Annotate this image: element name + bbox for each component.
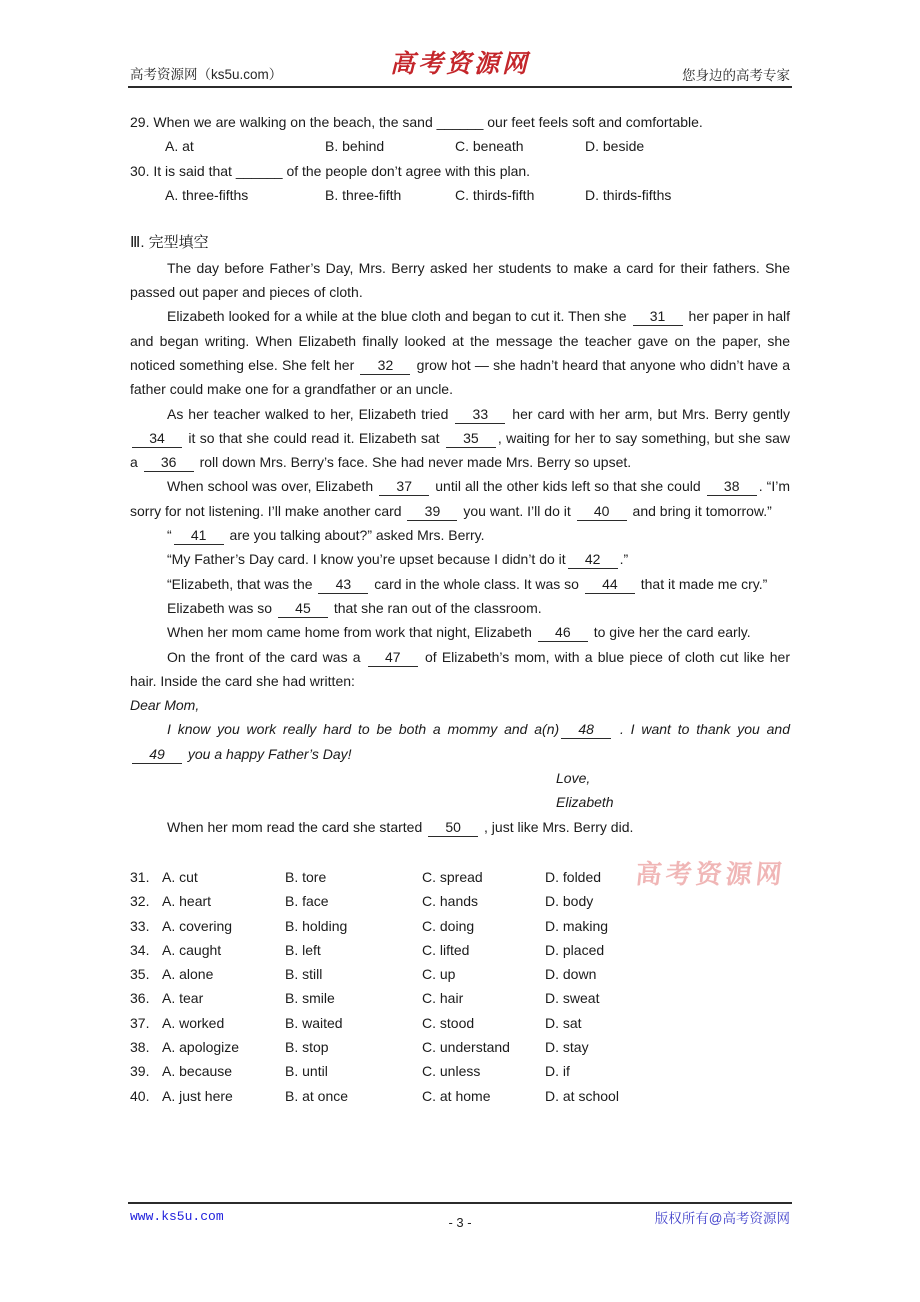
site-logo: 高考资源网 [389,49,530,78]
question-number: 31. [130,868,150,885]
cloze-blank-47: 47 [368,648,418,667]
page-number: - 3 - [448,1215,472,1230]
cloze-options-row [130,1084,790,1108]
question-options-row [130,134,790,158]
cloze-blank-35: 35 [446,429,496,448]
option-label: C. stood [422,1014,475,1031]
cloze-passage [130,256,790,839]
option-label: A. just here [162,1087,233,1104]
option-label: C. doing [422,917,475,934]
cloze-blank-49: 49 [132,745,182,764]
option-label: A. because [162,1063,233,1080]
passage-paragraph: Dear Mom, [130,697,200,714]
passage-paragraph: Elizabeth looked for a while at the blue cloth and began to cut it. Then she 31 her paper in half and began writing. When Elizabeth finally looked at the message the teacher gave on the paper, she noticed something else. She felt her 32 grow hot — she hadn’t heard that anyone who didn’t have a father could make one for a grandfather or an uncle. [130,308,790,398]
option-label: B. smile [285,990,335,1007]
cloze-blank-46: 46 [538,623,588,642]
option-label: D. at school [545,1087,619,1104]
cloze-options-table [130,865,790,1108]
passage-paragraph: The day before Father’s Day, Mrs. Berry asked her students to make a card for their fathers. She passed out paper and pieces of cloth. [130,259,790,301]
option-label: C. thirds-fifth [455,186,535,203]
passage-paragraph: Elizabeth was so 45 that she ran out of the classroom. [167,599,542,616]
header-divider [128,86,792,88]
cloze-blank-45: 45 [278,599,328,618]
cloze-options-row [130,962,790,986]
cloze-blank-48: 48 [561,720,611,739]
document-content [130,110,790,1108]
option-label: A. heart [162,893,212,910]
option-label: B. stop [285,1038,329,1055]
option-label: D. making [545,917,609,934]
passage-paragraph: Love, [556,770,591,787]
option-label: B. three-fifth [325,186,402,203]
option-label: A. at [165,138,194,155]
cloze-blank-36: 36 [144,453,194,472]
cloze-options-row [130,889,790,913]
option-label: B. at once [285,1087,349,1104]
cloze-blank-38: 38 [707,477,757,496]
option-label: B. left [285,941,321,958]
option-label: D. sat [545,1014,582,1031]
cloze-options-row [130,1059,790,1083]
option-label: D. stay [545,1038,589,1055]
passage-paragraph: When her mom read the card she started 50 , just like Mrs. Berry did. [167,818,634,835]
option-label: C. spread [422,868,483,885]
option-label: A. cut [162,868,198,885]
footer-url-link[interactable]: www.ks5u.com [130,1209,224,1224]
cloze-blank-31: 31 [633,307,683,326]
option-label: C. hands [422,893,479,910]
option-label: D. down [545,966,597,983]
question-number: 35. [130,966,150,983]
option-label: D. if [545,1063,570,1080]
option-label: D. beside [585,138,645,155]
option-label: B. behind [325,138,385,155]
grammar-questions [130,110,790,207]
cloze-options-row [130,1011,790,1035]
cloze-blank-33: 33 [455,405,505,424]
header-slogan: 您身边的高考专家 [682,68,790,83]
option-label: C. up [422,966,456,983]
option-label: A. apologize [162,1038,240,1055]
cloze-blank-43: 43 [318,575,368,594]
option-label: A. tear [162,990,204,1007]
option-label: C. at home [422,1087,491,1104]
option-label: B. until [285,1063,328,1080]
question-number: 32. [130,893,150,910]
option-label: A. caught [162,941,222,958]
header-site-text: 高考资源网（ks5u.com） [130,67,283,82]
option-label: D. placed [545,941,605,958]
question-number: 34. [130,941,150,958]
passage-paragraph: When her mom came home from work that night, Elizabeth 46 to give her the card early. [167,624,751,641]
option-label: A. covering [162,917,233,934]
option-label: A. worked [162,1014,225,1031]
passage-paragraph: As her teacher walked to her, Elizabeth tried 33 her card with her arm, but Mrs. Berry gently 34 it so that she could read it. Elizabeth sat 35 , waiting for her to say something, but she saw a 36 roll down Mrs. Berry’s face. She had never made Mrs. Berry so upset. [130,405,790,471]
option-label: C. unless [422,1063,481,1080]
passage-paragraph: “My Father’s Day card. I know you’re upset because I didn’t do it 42 .” [167,551,629,568]
cloze-blank-41: 41 [174,526,224,545]
question-stem: 29. When we are walking on the beach, the sand ______ our feet feels soft and comfortable. [130,114,703,130]
passage-paragraph: I know you work really hard to be both a mommy and a(n) 48 . I want to thank you and 49 you a happy Father’s Day! [130,717,790,766]
question-number: 37. [130,1014,150,1031]
passage-paragraph: “ 41 are you talking about?” asked Mrs. Berry. [167,527,485,544]
cloze-options-row [130,986,790,1010]
passage-paragraph: When school was over, Elizabeth 37 until all the other kids left so that she could 38 . “I’m sorry for not listening. I’ll make another card 39 you want. I’ll do it 40 and bring it tomorrow.” [130,478,790,519]
option-label: D. thirds-fifths [585,186,672,203]
cloze-blank-42: 42 [568,550,618,569]
option-label: C. hair [422,990,464,1007]
option-label: A. alone [162,966,214,983]
passage-paragraph: Elizabeth [556,794,614,811]
cloze-options-row [130,938,790,962]
option-label: C. lifted [422,941,470,958]
section-title: Ⅲ. 完型填空 [130,234,209,252]
question-number: 40. [130,1087,150,1104]
question-number: 39. [130,1063,150,1080]
option-label: B. still [285,966,323,983]
passage-paragraph: On the front of the card was a 47 of Elizabeth’s mom, with a blue piece of cloth cut like her hair. Inside the card she had written: [130,648,790,689]
cloze-blank-40: 40 [577,502,627,521]
option-label: B. tore [285,868,327,885]
question-options-row [130,183,790,207]
cloze-blank-44: 44 [585,575,635,594]
option-label: C. understand [422,1038,510,1055]
question-number: 36. [130,990,150,1007]
option-label: B. waited [285,1014,343,1031]
cloze-options-row [130,1035,790,1059]
option-label: B. holding [285,917,348,934]
question-number: 38. [130,1038,150,1055]
cloze-blank-39: 39 [407,502,457,521]
option-label: D. folded [545,868,602,885]
footer-copyright[interactable]: 版权所有@高考资源网 [654,1211,790,1226]
option-label: C. beneath [455,138,524,155]
question-number: 33. [130,917,150,934]
question-stem: 30. It is said that ______ of the people don’t agree with this plan. [130,162,531,179]
option-label: D. body [545,893,594,910]
cloze-blank-32: 32 [360,356,410,375]
cloze-options-row [130,914,790,938]
option-label: B. face [285,893,329,910]
cloze-blank-37: 37 [379,477,429,496]
footer-divider [128,1202,792,1204]
cloze-blank-34: 34 [132,429,182,448]
cloze-blank-50: 50 [428,818,478,837]
option-label: D. sweat [545,990,600,1007]
option-label: A. three-fifths [165,186,249,203]
passage-paragraph: “Elizabeth, that was the 43 card in the whole class. It was so 44 that it made me cry.” [167,575,768,592]
watermark: 高考资源网 [634,859,788,889]
